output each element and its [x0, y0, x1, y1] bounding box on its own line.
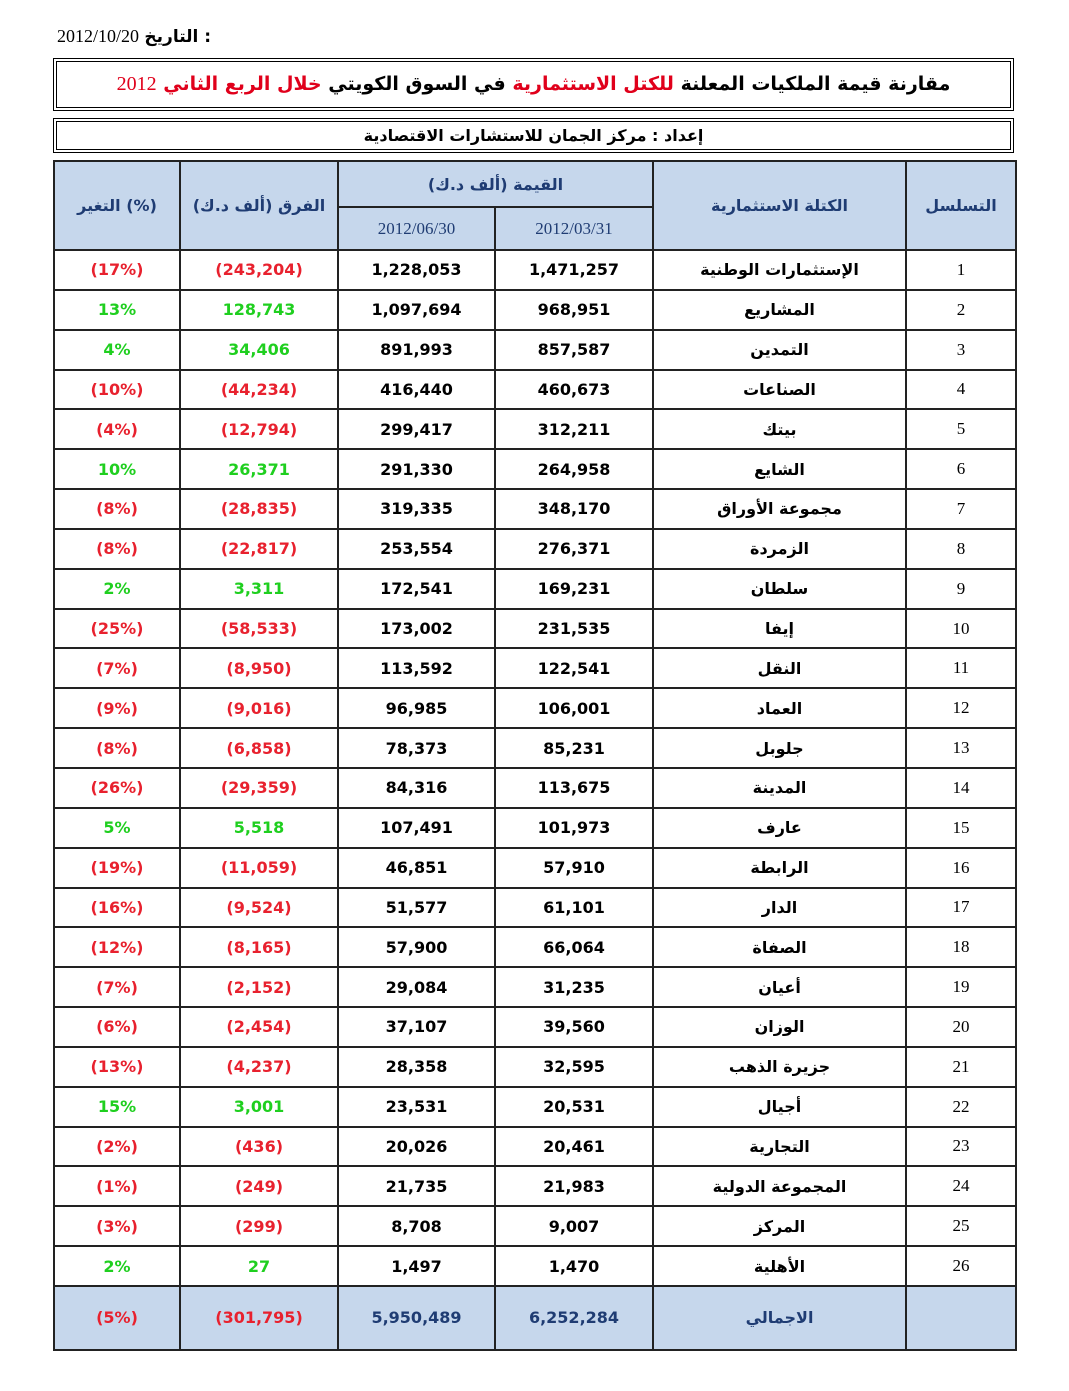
row-block-name: أعيان	[653, 967, 906, 1007]
header-date-2: 2012/06/30	[338, 207, 495, 250]
table-row	[54, 250, 1016, 290]
total-change: (5%)	[54, 1286, 180, 1350]
table-row	[54, 808, 1016, 848]
row-value-2: 28,358	[338, 1047, 495, 1087]
row-diff: (436)	[180, 1127, 338, 1167]
row-value-1: 312,211	[495, 409, 653, 449]
row-value-1: 968,951	[495, 290, 653, 330]
row-seq: 7	[906, 489, 1016, 529]
row-value-2: 319,335	[338, 489, 495, 529]
title-part-2: للكتل الاستثمارية	[512, 73, 674, 95]
row-value-1: 857,587	[495, 330, 653, 370]
row-change: (7%)	[54, 967, 180, 1007]
row-change: (2%)	[54, 1127, 180, 1167]
row-value-1: 101,973	[495, 808, 653, 848]
table-row	[54, 1047, 1016, 1087]
header-diff: الفرق (ألف د.ك)	[180, 161, 338, 250]
row-block-name: الصناعات	[653, 370, 906, 410]
row-block-name: المركز	[653, 1206, 906, 1246]
row-change: 13%	[54, 290, 180, 330]
row-diff: 5,518	[180, 808, 338, 848]
table-row	[54, 1087, 1016, 1127]
row-value-1: 32,595	[495, 1047, 653, 1087]
row-value-2: 84,316	[338, 768, 495, 808]
row-seq: 20	[906, 1007, 1016, 1047]
header-seq: التسلسل	[906, 161, 1016, 250]
row-block-name: المدينة	[653, 768, 906, 808]
row-block-name: جلوبل	[653, 728, 906, 768]
row-value-1: 1,471,257	[495, 250, 653, 290]
row-value-1: 460,673	[495, 370, 653, 410]
row-block-name: المجموعة الدولية	[653, 1166, 906, 1206]
table-row	[54, 609, 1016, 649]
table-row	[54, 370, 1016, 410]
row-value-2: 57,900	[338, 927, 495, 967]
row-change: 2%	[54, 569, 180, 609]
header-value: القيمة (ألف د.ك)	[338, 161, 653, 207]
row-value-1: 31,235	[495, 967, 653, 1007]
row-change: (12%)	[54, 927, 180, 967]
row-block-name: الدار	[653, 888, 906, 928]
row-value-1: 61,101	[495, 888, 653, 928]
row-seq: 24	[906, 1166, 1016, 1206]
row-diff: (243,204)	[180, 250, 338, 290]
date-value: 2012/10/20	[57, 26, 140, 46]
row-value-1: 264,958	[495, 449, 653, 489]
row-value-2: 1,097,694	[338, 290, 495, 330]
table-row	[54, 1007, 1016, 1047]
table-row	[54, 290, 1016, 330]
total-row	[54, 1286, 1016, 1350]
row-change: (4%)	[54, 409, 180, 449]
row-seq: 26	[906, 1246, 1016, 1286]
row-seq: 9	[906, 569, 1016, 609]
row-change: (26%)	[54, 768, 180, 808]
title-year: 2012	[116, 73, 157, 95]
row-diff: (29,359)	[180, 768, 338, 808]
row-value-2: 46,851	[338, 848, 495, 888]
table-row	[54, 728, 1016, 768]
row-value-2: 21,735	[338, 1166, 495, 1206]
row-diff: (11,059)	[180, 848, 338, 888]
row-seq: 16	[906, 848, 1016, 888]
row-value-2: 51,577	[338, 888, 495, 928]
header-date-1: 2012/03/31	[495, 207, 653, 250]
row-seq: 25	[906, 1206, 1016, 1246]
table-row	[54, 768, 1016, 808]
row-value-1: 276,371	[495, 529, 653, 569]
row-seq: 17	[906, 888, 1016, 928]
row-change: 4%	[54, 330, 180, 370]
row-seq: 4	[906, 370, 1016, 410]
row-seq: 11	[906, 648, 1016, 688]
row-value-1: 20,531	[495, 1087, 653, 1127]
row-value-1: 231,535	[495, 609, 653, 649]
row-block-name: سلطان	[653, 569, 906, 609]
row-value-2: 1,497	[338, 1246, 495, 1286]
row-diff: (2,152)	[180, 967, 338, 1007]
row-diff: (9,524)	[180, 888, 338, 928]
row-block-name: الإستثمارات الوطنية	[653, 250, 906, 290]
row-value-2: 96,985	[338, 688, 495, 728]
row-seq: 6	[906, 449, 1016, 489]
date-label: التاريخ :	[144, 27, 212, 47]
total-label: الاجمالي	[653, 1286, 906, 1350]
row-value-2: 299,417	[338, 409, 495, 449]
row-change: (6%)	[54, 1007, 180, 1047]
row-value-1: 122,541	[495, 648, 653, 688]
row-change: (8%)	[54, 529, 180, 569]
row-value-1: 21,983	[495, 1166, 653, 1206]
row-value-2: 113,592	[338, 648, 495, 688]
table-row	[54, 1246, 1016, 1286]
row-diff: (299)	[180, 1206, 338, 1246]
table-row	[54, 888, 1016, 928]
row-block-name: الزمردة	[653, 529, 906, 569]
row-change: (16%)	[54, 888, 180, 928]
row-seq: 23	[906, 1127, 1016, 1167]
row-diff: (6,858)	[180, 728, 338, 768]
row-value-2: 173,002	[338, 609, 495, 649]
total-value-2: 5,950,489	[338, 1286, 495, 1350]
table-body	[54, 250, 1016, 1286]
table-row	[54, 330, 1016, 370]
row-block-name: التجارية	[653, 1127, 906, 1167]
total-seq	[906, 1286, 1016, 1350]
row-seq: 15	[906, 808, 1016, 848]
table-row	[54, 927, 1016, 967]
row-value-1: 85,231	[495, 728, 653, 768]
table-row	[54, 967, 1016, 1007]
row-seq: 19	[906, 967, 1016, 1007]
row-value-2: 172,541	[338, 569, 495, 609]
row-block-name: الصفاة	[653, 927, 906, 967]
row-seq: 8	[906, 529, 1016, 569]
row-value-1: 348,170	[495, 489, 653, 529]
table-row	[54, 449, 1016, 489]
row-value-2: 107,491	[338, 808, 495, 848]
row-value-2: 37,107	[338, 1007, 495, 1047]
row-block-name: النقل	[653, 648, 906, 688]
row-change: (19%)	[54, 848, 180, 888]
row-value-2: 253,554	[338, 529, 495, 569]
row-seq: 10	[906, 609, 1016, 649]
row-block-name: التمدين	[653, 330, 906, 370]
row-diff: (28,835)	[180, 489, 338, 529]
row-change: (8%)	[54, 728, 180, 768]
table-row	[54, 529, 1016, 569]
row-diff: 27	[180, 1246, 338, 1286]
row-block-name: العماد	[653, 688, 906, 728]
row-diff: (249)	[180, 1166, 338, 1206]
row-value-2: 23,531	[338, 1087, 495, 1127]
report-title-box	[53, 58, 1014, 111]
row-diff: (12,794)	[180, 409, 338, 449]
row-value-1: 39,560	[495, 1007, 653, 1047]
row-value-2: 20,026	[338, 1127, 495, 1167]
row-seq: 22	[906, 1087, 1016, 1127]
row-change: 10%	[54, 449, 180, 489]
row-value-2: 1,228,053	[338, 250, 495, 290]
table-row	[54, 1206, 1016, 1246]
table-row	[54, 569, 1016, 609]
row-block-name: أجيال	[653, 1087, 906, 1127]
header-change: التغير (%)	[54, 161, 180, 250]
row-diff: (8,165)	[180, 927, 338, 967]
row-diff: 3,311	[180, 569, 338, 609]
row-block-name: الوزان	[653, 1007, 906, 1047]
row-diff: 34,406	[180, 330, 338, 370]
table-row	[54, 648, 1016, 688]
row-value-1: 20,461	[495, 1127, 653, 1167]
row-change: (3%)	[54, 1206, 180, 1246]
row-seq: 21	[906, 1047, 1016, 1087]
total-diff: (301,795)	[180, 1286, 338, 1350]
row-change: (17%)	[54, 250, 180, 290]
table-row	[54, 1166, 1016, 1206]
row-block-name: مجموعة الأوراق	[653, 489, 906, 529]
row-change: 2%	[54, 1246, 180, 1286]
row-value-2: 29,084	[338, 967, 495, 1007]
row-diff: (9,016)	[180, 688, 338, 728]
row-change: (7%)	[54, 648, 180, 688]
row-block-name: الشايع	[653, 449, 906, 489]
row-value-1: 113,675	[495, 768, 653, 808]
row-change: (1%)	[54, 1166, 180, 1206]
row-seq: 14	[906, 768, 1016, 808]
row-block-name: جزيرة الذهب	[653, 1047, 906, 1087]
row-value-1: 57,910	[495, 848, 653, 888]
row-diff: 128,743	[180, 290, 338, 330]
row-diff: (8,950)	[180, 648, 338, 688]
row-seq: 18	[906, 927, 1016, 967]
prepared-by: إعداد : مركز الجمان للاستشارات الاقتصادية	[363, 126, 704, 145]
row-diff: (4,237)	[180, 1047, 338, 1087]
row-block-name: إيفا	[653, 609, 906, 649]
row-change: (10%)	[54, 370, 180, 410]
header-block: الكتلة الاستثمارية	[653, 161, 906, 250]
row-change: 15%	[54, 1087, 180, 1127]
row-value-1: 66,064	[495, 927, 653, 967]
row-seq: 13	[906, 728, 1016, 768]
row-seq: 3	[906, 330, 1016, 370]
report-date	[57, 26, 211, 47]
row-seq: 5	[906, 409, 1016, 449]
row-value-2: 416,440	[338, 370, 495, 410]
row-change: (8%)	[54, 489, 180, 529]
title-part-3: في السوق الكويتي	[328, 73, 506, 95]
row-change: (9%)	[54, 688, 180, 728]
title-part-1: مقارنة قيمة الملكيات المعلنة	[680, 73, 951, 95]
row-block-name: الأهلية	[653, 1246, 906, 1286]
row-seq: 2	[906, 290, 1016, 330]
row-change: (25%)	[54, 609, 180, 649]
row-diff: (2,454)	[180, 1007, 338, 1047]
title-part-4: خلال الربع الثاني	[163, 73, 322, 95]
row-change: 5%	[54, 808, 180, 848]
table-row	[54, 1127, 1016, 1167]
row-seq: 1	[906, 250, 1016, 290]
table-row	[54, 848, 1016, 888]
report-title	[117, 73, 951, 96]
row-value-2: 8,708	[338, 1206, 495, 1246]
row-block-name: الرابطة	[653, 848, 906, 888]
row-block-name: عارف	[653, 808, 906, 848]
holdings-comparison-table	[53, 160, 1017, 1351]
row-value-1: 106,001	[495, 688, 653, 728]
row-block-name: المشاريع	[653, 290, 906, 330]
row-diff: (58,533)	[180, 609, 338, 649]
prepared-by-box	[53, 118, 1014, 153]
row-value-2: 291,330	[338, 449, 495, 489]
row-value-2: 78,373	[338, 728, 495, 768]
row-change: (13%)	[54, 1047, 180, 1087]
row-block-name: بيتك	[653, 409, 906, 449]
row-diff: (44,234)	[180, 370, 338, 410]
row-value-1: 1,470	[495, 1246, 653, 1286]
row-value-2: 891,993	[338, 330, 495, 370]
table-row	[54, 409, 1016, 449]
table-row	[54, 489, 1016, 529]
row-value-1: 9,007	[495, 1206, 653, 1246]
row-diff: (22,817)	[180, 529, 338, 569]
total-value-1: 6,252,284	[495, 1286, 653, 1350]
table-row	[54, 688, 1016, 728]
row-value-1: 169,231	[495, 569, 653, 609]
row-diff: 26,371	[180, 449, 338, 489]
row-diff: 3,001	[180, 1087, 338, 1127]
row-seq: 12	[906, 688, 1016, 728]
